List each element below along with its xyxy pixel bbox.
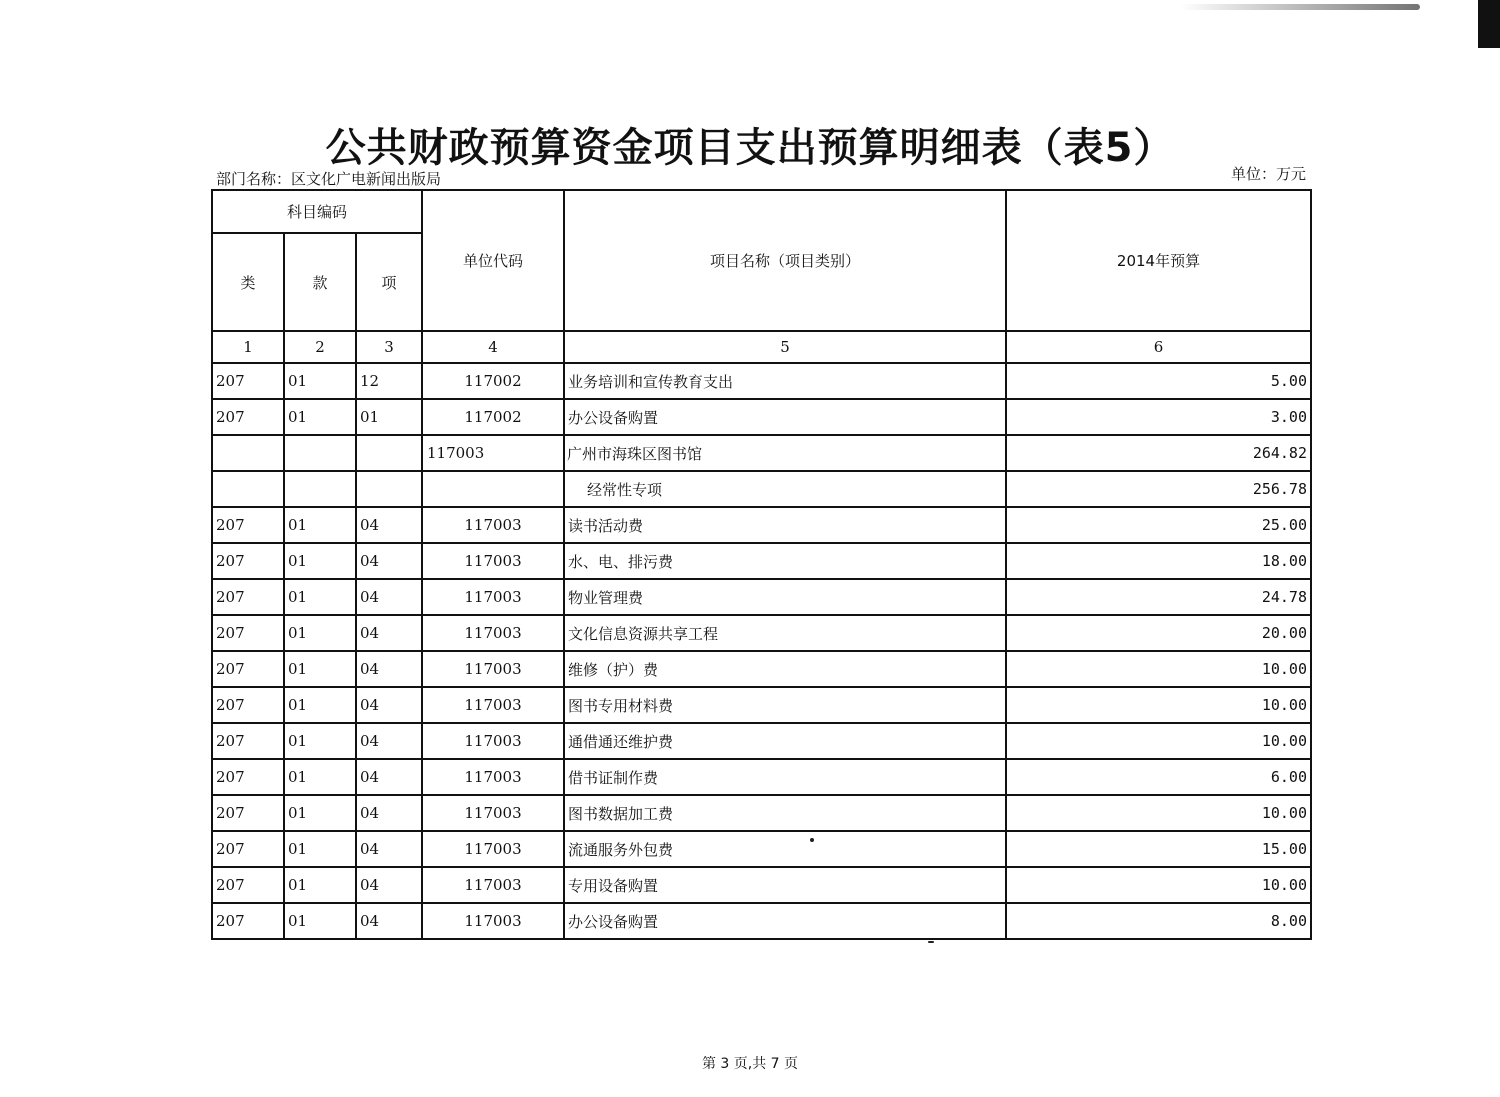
cell-xiang: 04 [356, 867, 422, 903]
cell-unit-code: 117003 [422, 831, 564, 867]
cell-xiang: 04 [356, 579, 422, 615]
cell-xiang [356, 435, 422, 471]
cell-kuan: 01 [284, 399, 356, 435]
cell-amount: 256.78 [1006, 471, 1311, 507]
cell-kuan: 01 [284, 507, 356, 543]
cell-amount: 15.00 [1006, 831, 1311, 867]
cell-project-name: 业务培训和宣传教育支出 [564, 363, 1006, 399]
cell-lei: 207 [212, 543, 284, 579]
cell-xiang: 12 [356, 363, 422, 399]
cell-project-name: 图书数据加工费 [564, 795, 1006, 831]
table-row [212, 363, 1311, 399]
cell-lei: 207 [212, 399, 284, 435]
cell-kuan: 01 [284, 723, 356, 759]
cell-project-name: 物业管理费 [564, 579, 1006, 615]
header-subject-code: 科目编码 [212, 190, 422, 233]
cell-project-name: 借书证制作费 [564, 759, 1006, 795]
cell-lei [212, 435, 284, 471]
cell-unit-code: 117003 [422, 723, 564, 759]
cell-amount: 10.00 [1006, 687, 1311, 723]
cell-unit-code: 117003 [422, 579, 564, 615]
cell-unit-code: 117003 [422, 759, 564, 795]
scan-smudge [1180, 4, 1420, 10]
cell-lei [212, 471, 284, 507]
scan-speck [928, 941, 934, 943]
cell-amount: 20.00 [1006, 615, 1311, 651]
table-row [212, 399, 1311, 435]
page-title: 公共财政预算资金项目支出预算明细表（表5） [325, 125, 1175, 171]
cell-amount: 18.00 [1006, 543, 1311, 579]
cell-unit-code: 117003 [422, 867, 564, 903]
cell-project-name: 办公设备购置 [564, 903, 1006, 939]
table-row [212, 615, 1311, 651]
cell-lei: 207 [212, 507, 284, 543]
table-row [212, 867, 1311, 903]
table-row [212, 687, 1311, 723]
cell-project-name: 通借通还维护费 [564, 723, 1006, 759]
col-number: 4 [422, 331, 564, 363]
cell-unit-code: 117002 [422, 399, 564, 435]
cell-xiang: 04 [356, 651, 422, 687]
cell-amount: 25.00 [1006, 507, 1311, 543]
cell-kuan: 01 [284, 831, 356, 867]
cell-kuan: 01 [284, 363, 356, 399]
cell-amount: 3.00 [1006, 399, 1311, 435]
cell-kuan: 01 [284, 615, 356, 651]
cell-kuan [284, 435, 356, 471]
cell-unit-code [422, 471, 564, 507]
header-xiang: 项 [356, 233, 422, 331]
cell-xiang: 01 [356, 399, 422, 435]
cell-project-name: 流通服务外包费 [564, 831, 1006, 867]
cell-lei: 207 [212, 723, 284, 759]
cell-project-name: 读书活动费 [564, 507, 1006, 543]
cell-lei: 207 [212, 579, 284, 615]
scan-speck [810, 838, 814, 842]
cell-xiang: 04 [356, 759, 422, 795]
cell-kuan: 01 [284, 651, 356, 687]
cell-project-name: 经常性专项 [564, 471, 1006, 507]
table-row [212, 723, 1311, 759]
cell-project-name: 办公设备购置 [564, 399, 1006, 435]
table-row [212, 651, 1311, 687]
budget-table [211, 189, 1312, 940]
cell-amount: 5.00 [1006, 363, 1311, 399]
cell-unit-code: 117003 [422, 687, 564, 723]
table-row [212, 471, 1311, 507]
col-number: 3 [356, 331, 422, 363]
table-row [212, 831, 1311, 867]
cell-lei: 207 [212, 795, 284, 831]
header-budget-2014: 2014年预算 [1006, 190, 1311, 331]
table-row [212, 795, 1311, 831]
cell-unit-code: 117003 [422, 903, 564, 939]
cell-xiang: 04 [356, 903, 422, 939]
cell-xiang [356, 471, 422, 507]
cell-lei: 207 [212, 651, 284, 687]
cell-xiang: 04 [356, 831, 422, 867]
cell-amount: 8.00 [1006, 903, 1311, 939]
table-row [212, 543, 1311, 579]
cell-xiang: 04 [356, 687, 422, 723]
cell-amount: 24.78 [1006, 579, 1311, 615]
cell-xiang: 04 [356, 543, 422, 579]
cell-amount: 6.00 [1006, 759, 1311, 795]
cell-kuan: 01 [284, 795, 356, 831]
table-row [212, 759, 1311, 795]
scan-dark-edge [1478, 0, 1500, 48]
cell-lei: 207 [212, 759, 284, 795]
cell-amount: 10.00 [1006, 651, 1311, 687]
cell-lei: 207 [212, 363, 284, 399]
cell-project-name: 图书专用材料费 [564, 687, 1006, 723]
cell-lei: 207 [212, 903, 284, 939]
cell-unit-code: 117003 [422, 651, 564, 687]
col-number: 6 [1006, 331, 1311, 363]
cell-amount: 10.00 [1006, 795, 1311, 831]
header-project-name: 项目名称（项目类别） [564, 190, 1006, 331]
cell-kuan: 01 [284, 579, 356, 615]
cell-kuan: 01 [284, 543, 356, 579]
cell-unit-code: 117003 [422, 435, 564, 471]
department-label: 部门名称：区文化广电新闻出版局 [216, 170, 442, 188]
cell-unit-code: 117003 [422, 543, 564, 579]
cell-project-name: 广州市海珠区图书馆 [564, 435, 1006, 471]
cell-project-name: 专用设备购置 [564, 867, 1006, 903]
col-number: 1 [212, 331, 284, 363]
cell-kuan: 01 [284, 759, 356, 795]
unit-label: 单位：万元 [1230, 165, 1306, 183]
cell-kuan: 01 [284, 903, 356, 939]
table-row [212, 579, 1311, 615]
table-row [212, 903, 1311, 939]
cell-project-name: 水、电、排污费 [564, 543, 1006, 579]
cell-lei: 207 [212, 687, 284, 723]
cell-unit-code: 117002 [422, 363, 564, 399]
cell-unit-code: 117003 [422, 507, 564, 543]
table-row [212, 507, 1311, 543]
cell-amount: 264.82 [1006, 435, 1311, 471]
table-row [212, 435, 1311, 471]
cell-xiang: 04 [356, 615, 422, 651]
cell-lei: 207 [212, 831, 284, 867]
cell-unit-code: 117003 [422, 795, 564, 831]
cell-xiang: 04 [356, 507, 422, 543]
cell-unit-code: 117003 [422, 615, 564, 651]
col-number: 5 [564, 331, 1006, 363]
cell-xiang: 04 [356, 723, 422, 759]
cell-amount: 10.00 [1006, 723, 1311, 759]
cell-kuan [284, 471, 356, 507]
cell-xiang: 04 [356, 795, 422, 831]
cell-kuan: 01 [284, 867, 356, 903]
page-footer: 第 3 页,共 7 页 [701, 1056, 799, 1072]
cell-project-name: 维修（护）费 [564, 651, 1006, 687]
cell-lei: 207 [212, 615, 284, 651]
cell-amount: 10.00 [1006, 867, 1311, 903]
header-kuan: 款 [284, 233, 356, 331]
cell-lei: 207 [212, 867, 284, 903]
col-number: 2 [284, 331, 356, 363]
header-lei: 类 [212, 233, 284, 331]
header-unit-code: 单位代码 [422, 190, 564, 331]
cell-kuan: 01 [284, 687, 356, 723]
cell-project-name: 文化信息资源共享工程 [564, 615, 1006, 651]
